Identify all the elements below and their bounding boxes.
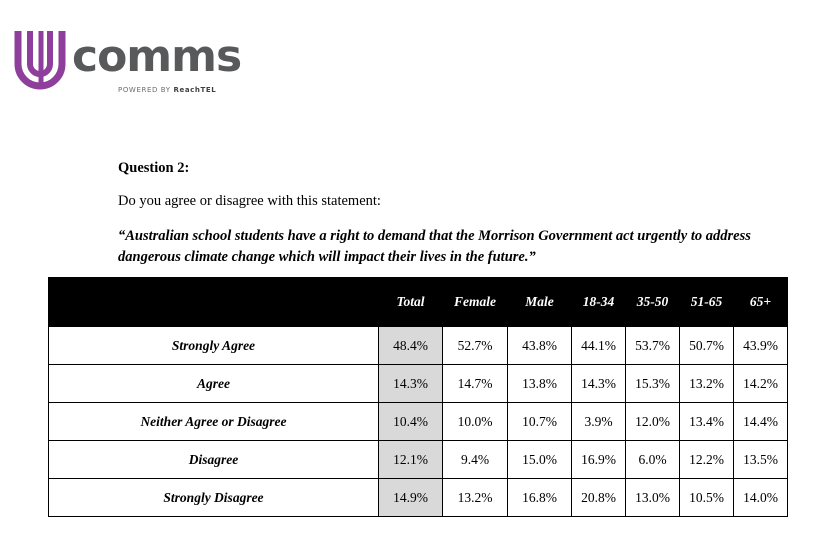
cell-female: 52.7% (443, 327, 508, 365)
cell-18-34: 14.3% (572, 365, 626, 403)
table-header-row (49, 278, 788, 327)
table-row (49, 441, 788, 479)
table-row (49, 403, 788, 441)
cell-female: 13.2% (443, 479, 508, 517)
cell-total: 48.4% (379, 327, 443, 365)
question-number: Question 2: (118, 160, 190, 176)
question-lead: Do you agree or disagree with this statement: (118, 193, 381, 209)
ucomms-mark-icon (14, 28, 68, 90)
table-row (49, 327, 788, 365)
cell-18-34: 16.9% (572, 441, 626, 479)
table-row (49, 365, 788, 403)
brand-logo (14, 26, 244, 106)
cell-total: 10.4% (379, 403, 443, 441)
cell-51-65: 50.7% (680, 327, 734, 365)
cell-65plus: 14.0% (734, 479, 788, 517)
results-table-wrapper (48, 277, 787, 517)
cell-35-50: 6.0% (626, 441, 680, 479)
cell-35-50: 13.0% (626, 479, 680, 517)
row-label: Strongly Agree (49, 327, 379, 365)
cell-65plus: 14.4% (734, 403, 788, 441)
powered-by-brand-tail: TEL (200, 86, 217, 94)
cell-65plus: 43.9% (734, 327, 788, 365)
cell-51-65: 10.5% (680, 479, 734, 517)
cell-51-65: 12.2% (680, 441, 734, 479)
column-header-18-34: 18-34 (572, 278, 626, 327)
cell-65plus: 14.2% (734, 365, 788, 403)
table-row (49, 479, 788, 517)
cell-male: 16.8% (508, 479, 572, 517)
question-block (118, 160, 778, 268)
column-header-51-65: 51-65 (680, 278, 734, 327)
cell-51-65: 13.4% (680, 403, 734, 441)
row-label: Neither Agree or Disagree (49, 403, 379, 441)
cell-18-34: 3.9% (572, 403, 626, 441)
cell-male: 13.8% (508, 365, 572, 403)
cell-35-50: 12.0% (626, 403, 680, 441)
cell-female: 14.7% (443, 365, 508, 403)
cell-35-50: 15.3% (626, 365, 680, 403)
cell-female: 10.0% (443, 403, 508, 441)
row-label: Agree (49, 365, 379, 403)
cell-35-50: 53.7% (626, 327, 680, 365)
logo-wordmark: comms (72, 31, 242, 82)
powered-by-prefix: POWERED BY (118, 86, 174, 94)
table-header (49, 278, 788, 327)
column-header-label (49, 278, 379, 327)
column-header-male: Male (508, 278, 572, 327)
column-header-total: Total (379, 278, 443, 327)
cell-male: 43.8% (508, 327, 572, 365)
logo-powered-by (118, 86, 216, 94)
cell-18-34: 44.1% (572, 327, 626, 365)
cell-65plus: 13.5% (734, 441, 788, 479)
cell-18-34: 20.8% (572, 479, 626, 517)
row-label: Disagree (49, 441, 379, 479)
cell-female: 9.4% (443, 441, 508, 479)
cell-total: 14.9% (379, 479, 443, 517)
powered-by-brand: Reach (173, 86, 201, 94)
cell-total: 14.3% (379, 365, 443, 403)
column-header-35-50: 35-50 (626, 278, 680, 327)
cell-51-65: 13.2% (680, 365, 734, 403)
results-table (48, 277, 788, 517)
cell-male: 15.0% (508, 441, 572, 479)
column-header-65plus: 65+ (734, 278, 788, 327)
column-header-female: Female (443, 278, 508, 327)
cell-total: 12.1% (379, 441, 443, 479)
question-statement: “Australian school students have a right to demand that the Morrison Government act urgently to address dangerous climate change which will impact their lives in the future.” (118, 228, 751, 265)
table-body (49, 327, 788, 517)
cell-male: 10.7% (508, 403, 572, 441)
row-label: Strongly Disagree (49, 479, 379, 517)
